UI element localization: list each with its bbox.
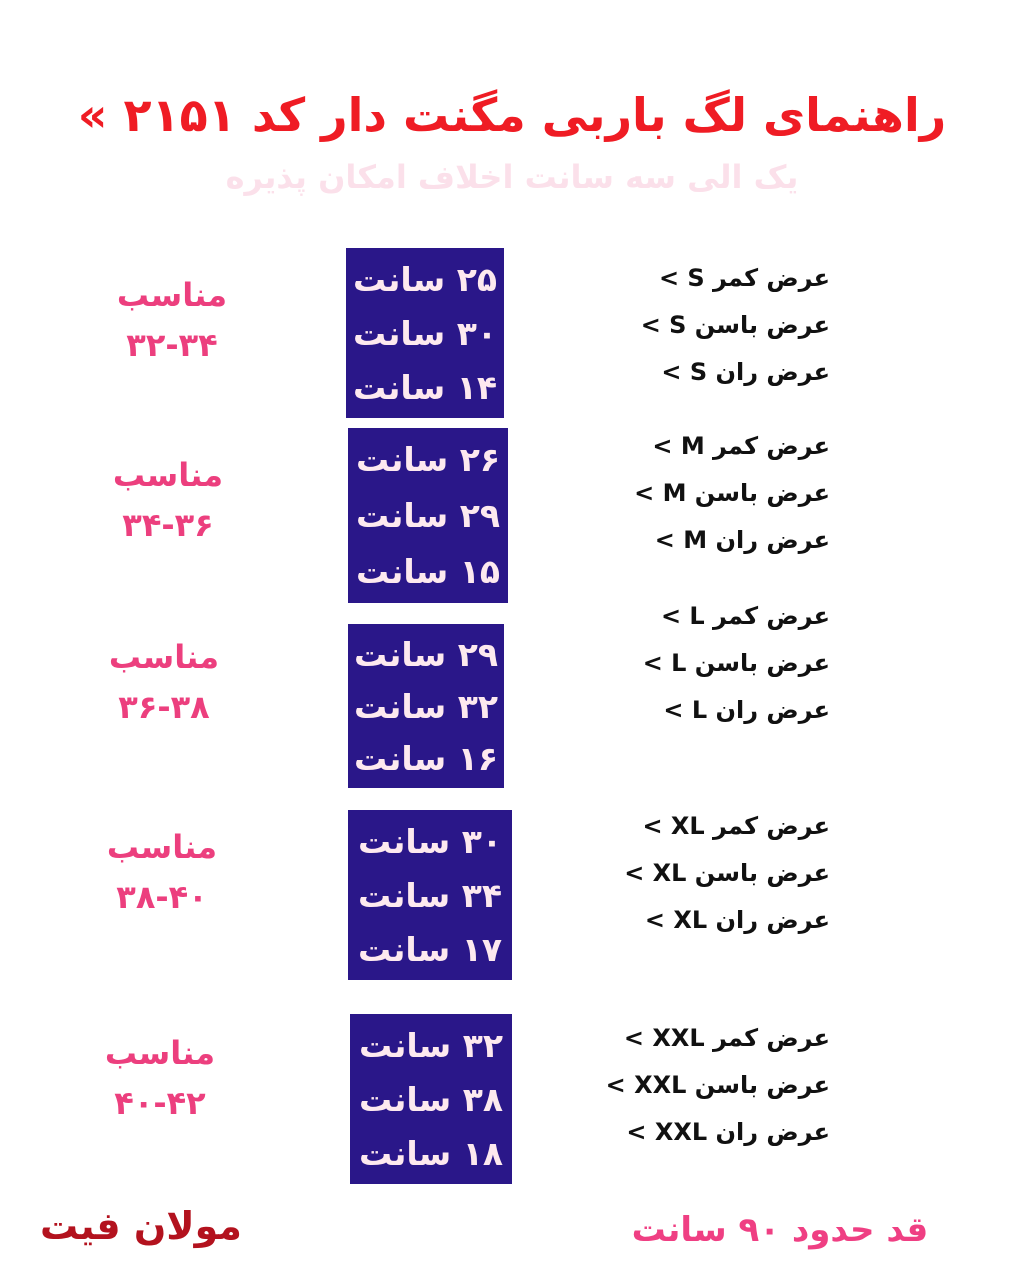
fit-label: مناسب <box>104 1034 216 1072</box>
measurement-hip: ۳۲ سانت <box>354 686 498 726</box>
fit-range: ۳۴-۳۶ <box>122 506 214 544</box>
label-thigh: عرض ران M > <box>654 526 830 554</box>
label-thigh: عرض ران S > <box>661 358 830 386</box>
fit-range: ۳۸-۴۰ <box>116 878 208 916</box>
measurement-box-l <box>348 624 504 788</box>
fit-label: مناسب <box>116 276 228 314</box>
measurement-hip: ۳۴ سانت <box>358 875 502 915</box>
fit-m <box>68 450 268 550</box>
measurement-thigh: ۱۶ سانت <box>354 738 498 778</box>
label-waist: عرض کمر XXL > <box>623 1024 830 1052</box>
fit-label: مناسب <box>112 456 224 494</box>
measurement-hip: ۲۹ سانت <box>356 495 500 535</box>
fit-range: ۳۶-۳۸ <box>118 688 210 726</box>
fit-range: ۴۰-۴۲ <box>114 1084 206 1122</box>
fit-range: ۳۲-۳۴ <box>126 326 218 364</box>
measurement-hip: ۳۸ سانت <box>359 1079 503 1119</box>
label-hip: عرض باسن M > <box>634 479 830 507</box>
labels-s <box>560 264 830 386</box>
measurement-thigh: ۱۵ سانت <box>356 551 500 591</box>
fit-l <box>64 632 264 732</box>
fit-xl <box>62 822 262 922</box>
page-title: راهنمای لگ باربی مگنت دار کد ۲۱۵۱ » <box>77 88 947 142</box>
labels-l <box>560 602 830 724</box>
measurement-thigh: ۱۴ سانت <box>353 367 497 407</box>
label-waist: عرض کمر XL > <box>642 812 830 840</box>
measurement-waist: ۲۹ سانت <box>354 634 498 674</box>
label-hip: عرض باسن S > <box>640 311 830 339</box>
label-thigh: عرض ران XXL > <box>626 1118 830 1146</box>
measurement-waist: ۲۶ سانت <box>356 440 500 480</box>
labels-xxl <box>560 1024 830 1146</box>
label-waist: عرض کمر M > <box>652 432 830 460</box>
measurement-box-m <box>348 428 508 603</box>
fit-xxl <box>60 1028 260 1128</box>
label-hip: عرض باسن XL > <box>624 859 830 887</box>
labels-xl <box>560 812 830 934</box>
fit-label: مناسب <box>106 828 218 866</box>
fit-label: مناسب <box>108 638 220 676</box>
measurement-waist: ۳۲ سانت <box>359 1025 503 1065</box>
fit-s <box>72 270 272 370</box>
label-waist: عرض کمر S > <box>658 264 830 292</box>
measurement-waist: ۲۵ سانت <box>353 259 497 299</box>
measurement-hip: ۳۰ سانت <box>353 313 497 353</box>
page-subtitle: یک الی سه سانت اخلاف امکان پذیره <box>225 158 799 196</box>
measurement-box-s <box>346 248 504 418</box>
brand-name: مولان فیت <box>40 1204 242 1248</box>
measurement-thigh: ۱۷ سانت <box>358 929 502 969</box>
measurement-thigh: ۱۸ سانت <box>359 1133 503 1173</box>
measurement-box-xxl <box>350 1014 512 1184</box>
label-thigh: عرض ران XL > <box>644 906 830 934</box>
label-waist: عرض کمر L > <box>660 602 830 630</box>
labels-m <box>560 432 830 554</box>
measurement-waist: ۳۰ سانت <box>358 821 502 861</box>
length-note: قد حدود ۹۰ سانت <box>631 1210 929 1250</box>
measurement-box-xl <box>348 810 512 980</box>
label-hip: عرض باسن XXL > <box>605 1071 830 1099</box>
label-hip: عرض باسن L > <box>642 649 830 677</box>
label-thigh: عرض ران L > <box>663 696 830 724</box>
